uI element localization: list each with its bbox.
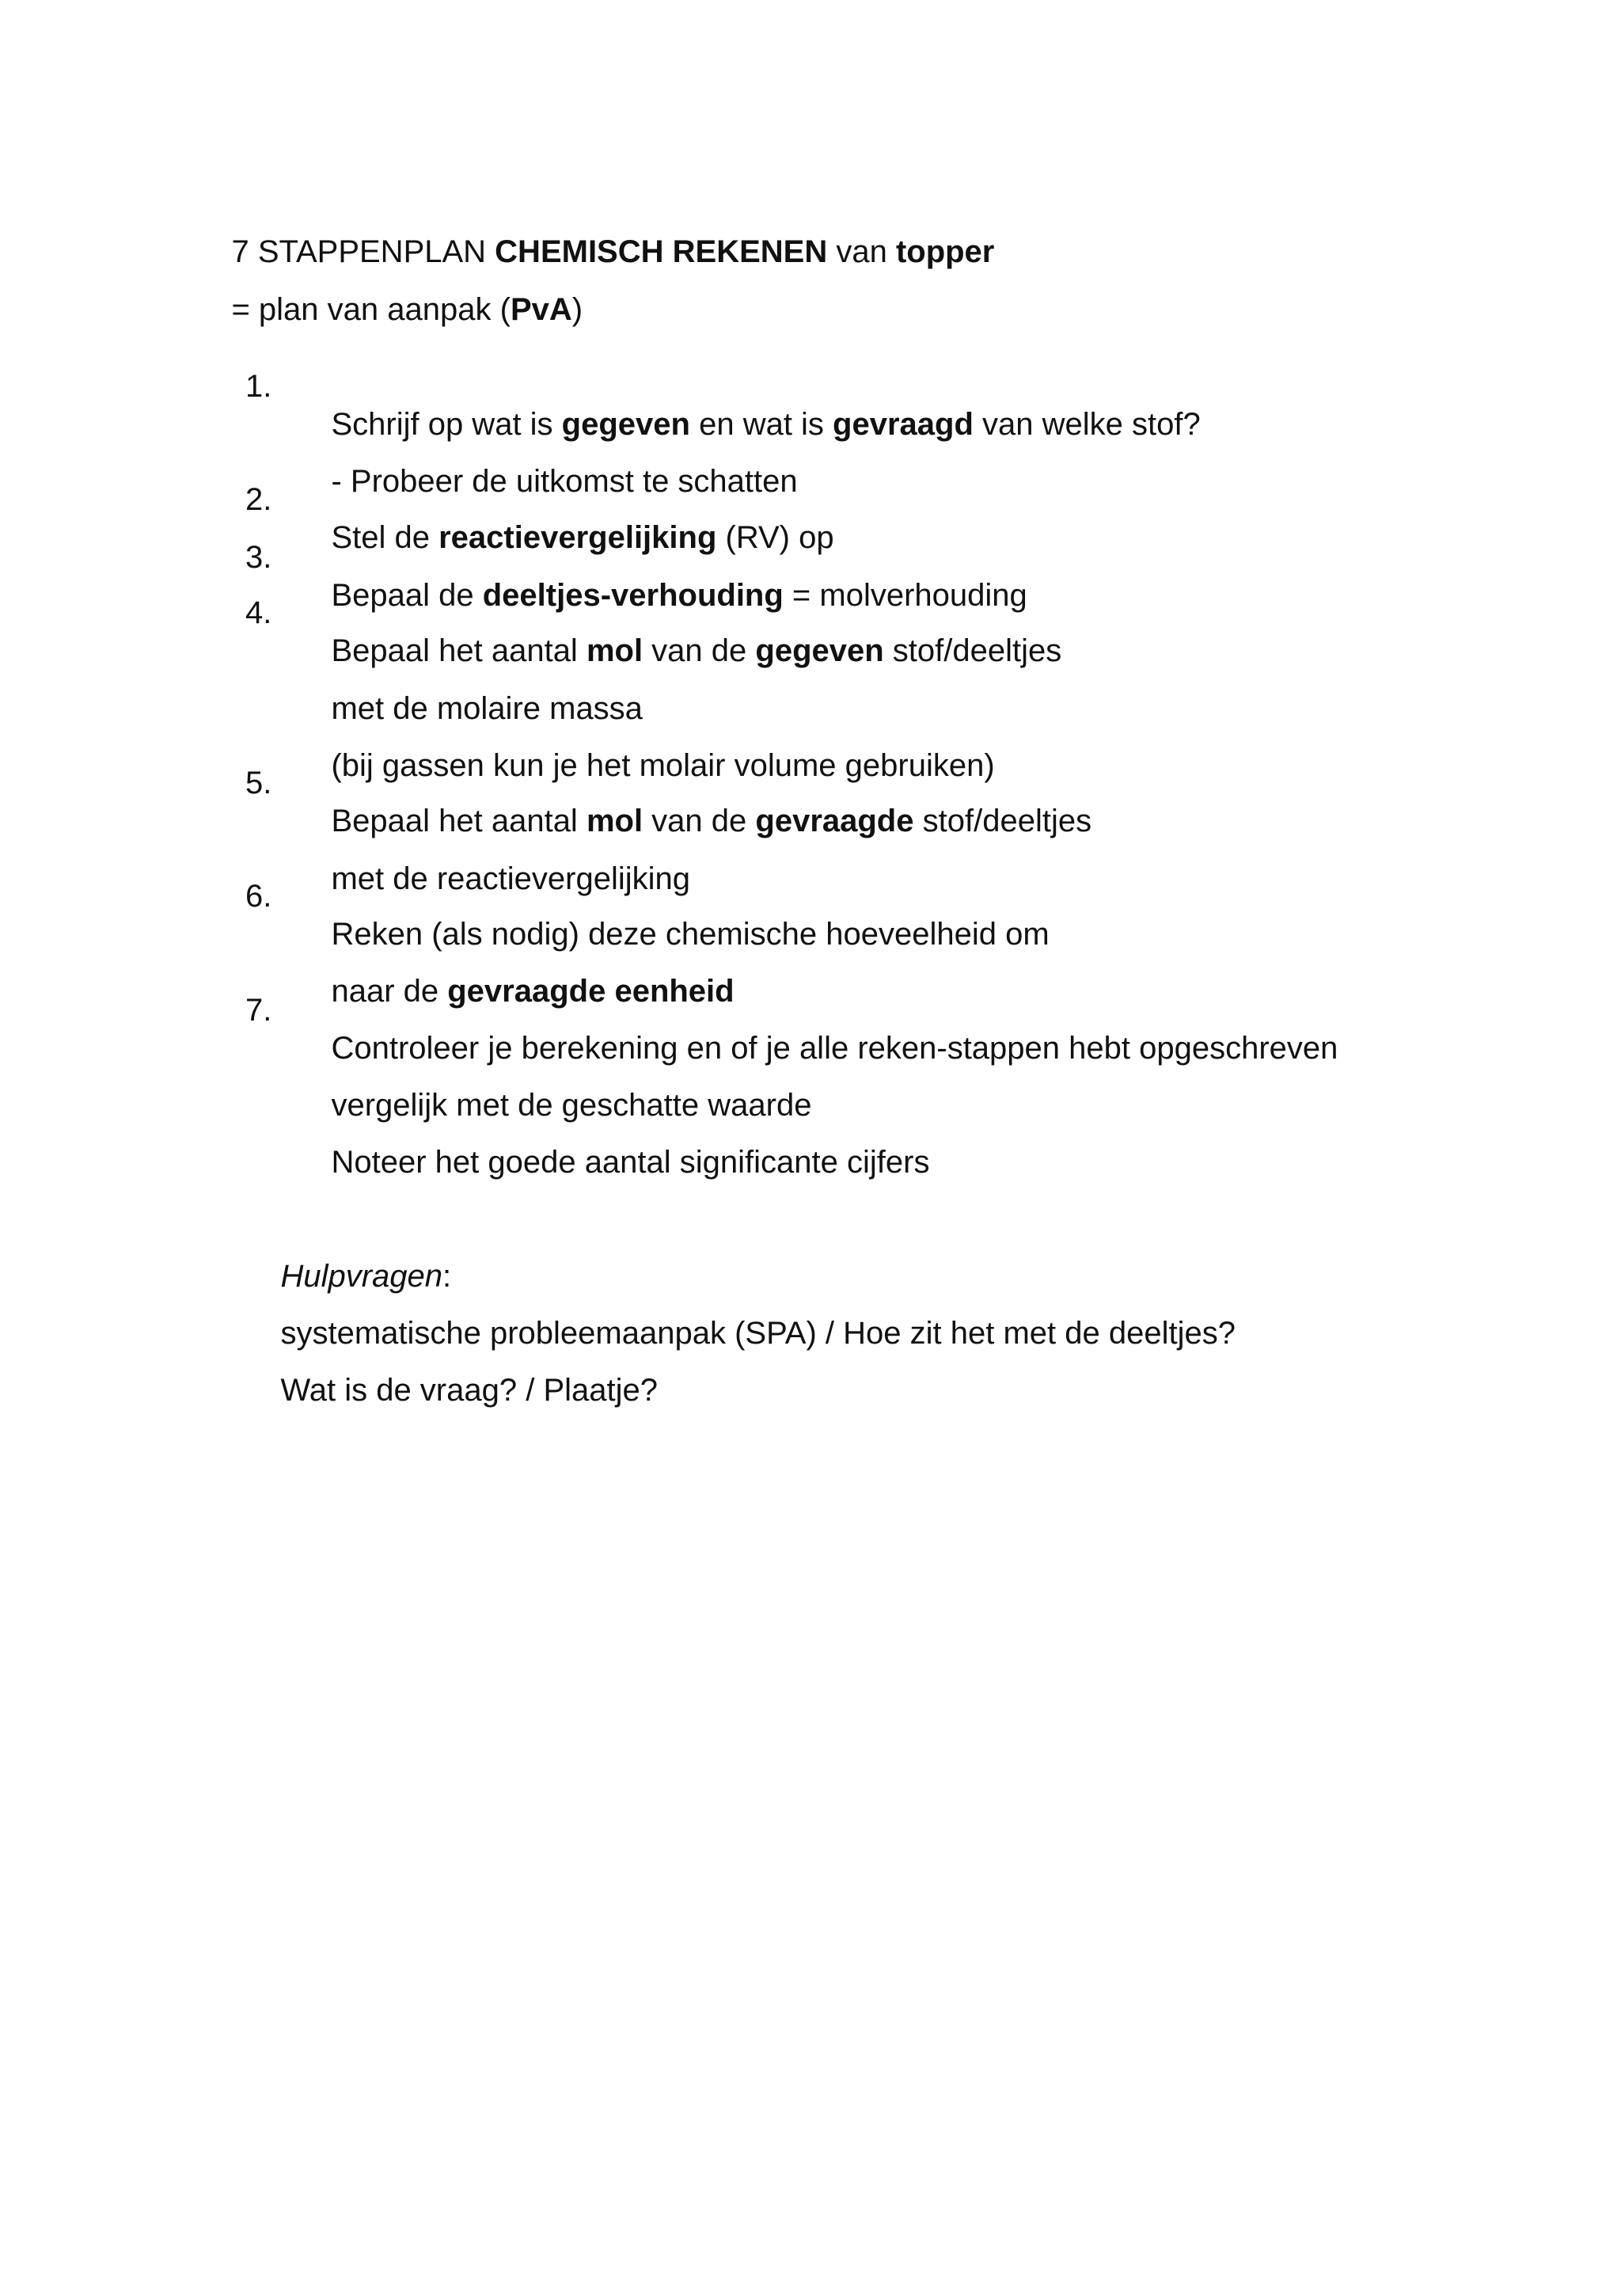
step-2-bold: reactievergelijking [438,520,717,555]
step-6-sub-text: naar de [331,974,448,1009]
step-3-bold: deeltjes-verhouding [482,578,784,613]
title-bold-author: topper [895,234,995,269]
help-text-1: systematische probleemaanpak (SPA) / Hoe zit het met de deeltjes? [280,1316,1236,1351]
title-prefix: 7 STAPPENPLAN [231,234,495,269]
help-heading-italic: Hulpvragen [280,1259,443,1294]
step-5-sub-text: met de reactievergelijking [331,861,691,896]
step-number-2: 2. [245,482,272,517]
step-4-text-b: van de [643,633,756,668]
step-4-sub-text-1: met de molaire massa [331,691,643,726]
step-7-line-3 [296,1105,929,1219]
help-text-2: Wat is de vraag? / Plaatje? [280,1373,658,1408]
step-1-text-a: Schrijf op wat is [331,407,562,442]
step-7-sub-text-1: vergelijk met de geschatte waarde [331,1088,812,1123]
step-3-text-a: Bepaal de [331,578,483,613]
step-number-7: 7. [245,993,272,1028]
title-bold-subject: CHEMISCH REKENEN [495,234,828,269]
step-number-1: 1. [245,369,272,404]
step-5-text-a: Bepaal het aantal [331,804,587,838]
step-number-6: 6. [245,879,272,914]
step-1-sub-text: - Probeer de uitkomst te schatten [331,464,798,499]
step-5-text-c: stof/deeltjes [913,804,1092,838]
step-1-text-c: van welke stof? [973,407,1201,442]
step-1-text-b: en wat is [689,407,833,442]
step-number-5: 5. [245,766,272,800]
step-number-3: 3. [245,540,272,575]
step-2-text-b: (RV) op [716,520,834,555]
title-mid: van [827,234,896,269]
step-7-text: Controleer je berekening en of je alle reken-stappen hebt opgeschreven [331,1031,1338,1066]
step-4-text-a: Bepaal het aantal [331,633,587,668]
subtitle-bold: PvA [510,292,572,327]
step-6-bold: gevraagde eenheid [447,974,735,1009]
step-1-bold-gevraagd: gevraagd [833,407,974,442]
page-subtitle [196,253,583,367]
step-4-text-c: stof/deeltjes [883,633,1062,668]
step-2-text-a: Stel de [331,520,439,555]
step-5-text-b: van de [643,804,756,838]
step-6-text: Reken (als nodig) deze chemische hoeveelheid om [331,917,1050,952]
step-7-sub-text-2: Noteer het goede aantal significante cijfers [331,1145,930,1180]
step-4-bold-mol: mol [586,633,643,668]
step-3-text-b: = molverhouding [783,578,1027,613]
step-4-bold-gegeven: gegeven [755,633,884,668]
subtitle-prefix: = plan van aanpak ( [231,292,511,327]
help-line-2 [245,1333,658,1447]
help-heading-colon: : [442,1259,452,1294]
step-1-bold-gegeven: gegeven [561,407,690,442]
subtitle-suffix: ) [571,292,583,327]
step-4-sub-text-2: (bij gassen kun je het molair volume gebruiken) [331,748,995,783]
step-5-bold-gevraagde: gevraagde [755,804,914,838]
step-5-bold-mol: mol [586,804,643,838]
step-number-4: 4. [245,595,272,630]
